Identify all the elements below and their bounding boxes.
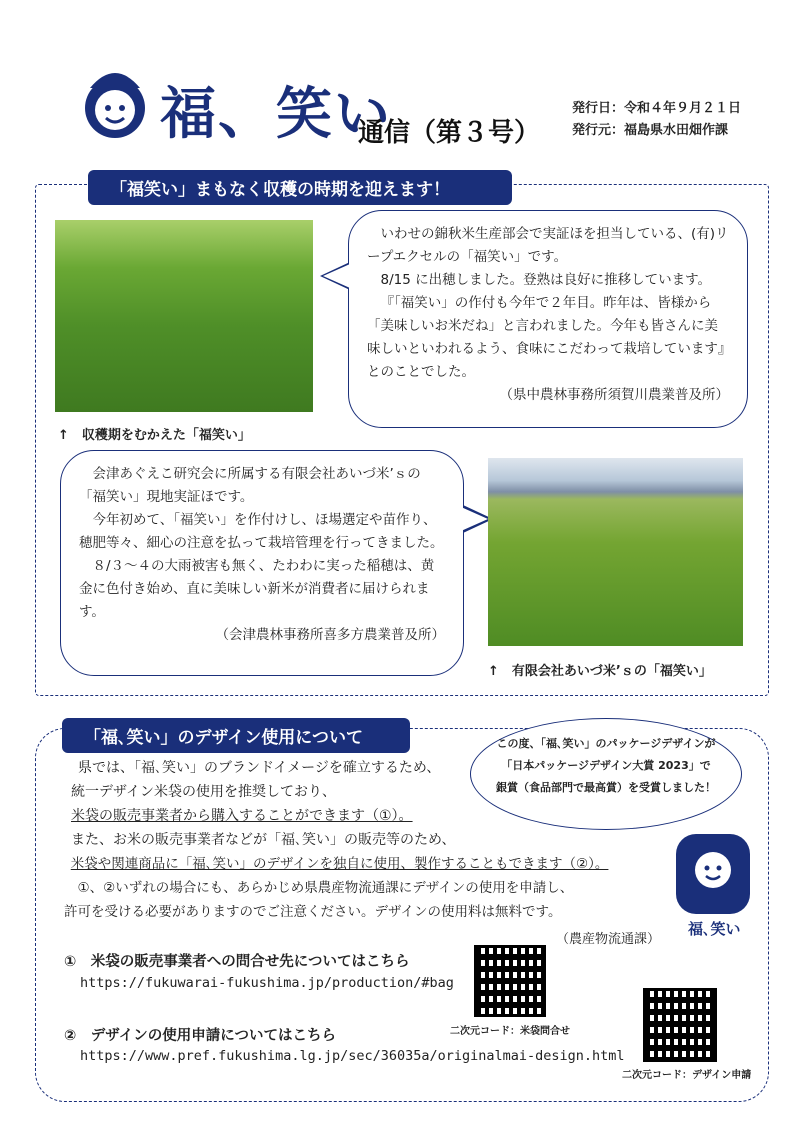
mascot-label: 福､笑い [688, 920, 741, 938]
newsletter-subtitle: 通信（第３号） [358, 118, 541, 148]
mascot-logo-icon [70, 58, 160, 148]
section2-source: （農産物流通課） [556, 932, 661, 947]
text-line-1: 県では、「福､笑い」のブランドイメージを確立するため、 [78, 760, 441, 776]
rice-field-photo-1 [55, 220, 313, 412]
bubble2-paragraph-2: 今年初めて、「福笑い」を作付けし、ほ場選定や苗作り、穂肥等々、細心の注意を払って栽培管理を行ってきました。 [79, 512, 444, 551]
photo2-caption: ↑ 有限会社あいづ米’ｓの「福笑い」 [488, 664, 712, 679]
text-line-7: 許可を受ける必要がありますのでご注意ください。デザインの使用料は無料です。 [64, 904, 562, 920]
text-line-6: ①、②いずれの場合にも、あらかじめ県農産物流通課にデザインの使用を申請し、 [77, 880, 574, 896]
award-line-1: この度、「福､笑い」のパッケージデザインが [496, 737, 716, 750]
bubble1-source: （県中農林事務所須賀川農業普及所） [499, 387, 729, 403]
award-line-3: 銀賞（食品部門で最高賞）を受賞しました！ [496, 781, 716, 794]
speech-bubble-1 [348, 210, 748, 428]
bubble1-paragraph-3: 『「福笑い」の作付も今年で２年目。昨年は、皆様から「美味しいお米だね」と言われました。今年も皆さんに美味しいといわれるよう、食味にこだわって栽培しています』とのことでした。 [367, 295, 725, 380]
text-line-2: 統一デザイン米袋の使用を推奨しており、 [71, 784, 337, 800]
qr2-label: 二次元コード：デザイン申請 [622, 1070, 752, 1081]
link1-url[interactable]: https://fukuwarai-fukushima.jp/production/#bag [80, 975, 454, 991]
rice-field-photo-2 [488, 458, 743, 646]
link1-title: ① 米袋の販売事業者への問合せ先についてはこちら [64, 954, 410, 970]
bubble1-paragraph-1: いわせの錦秋米生産部会で実証ほを担当している、(有)リープエクセルの「福笑い」です。 [367, 226, 729, 265]
photo1-caption: ↑ 収穫期をむかえた「福笑い」 [58, 428, 251, 443]
qr-code-design[interactable] [643, 988, 717, 1062]
bubble1-tail-inner [323, 264, 350, 288]
publisher: 発行元：福島県水田畑作課 [572, 123, 729, 138]
bubble2-paragraph-3: ８/３～４の大雨被害も無く、たわわに実った稲穂は、黄金に色付き始め、直に美味しい新米が消費者に届けられます。 [79, 558, 435, 620]
bubble2-paragraph-1: 会津あぐえこ研究会に所属する有限会社あいづ米’ｓの「福笑い」現地実証ほです。 [79, 466, 421, 505]
qr1-label: 二次元コード：米袋問合せ [450, 1026, 570, 1037]
logo-title: 福、笑い [160, 81, 392, 147]
issue-info [572, 98, 741, 142]
section1-banner: 「福笑い」まもなく収穫の時期を迎えます！ [88, 170, 512, 205]
section2-banner: 「福､笑い」のデザイン使用について [62, 718, 410, 753]
qr-code-bag[interactable] [474, 945, 546, 1017]
text-line-4: また、お米の販売事業者などが「福､笑い」の販売等のため、 [71, 832, 456, 848]
bubble2-source: （会津農林事務所喜多方農業普及所） [215, 627, 445, 643]
text-line-3: 米袋の販売事業者から購入することができます（①）。 [71, 808, 413, 824]
award-line-2: 「日本パッケージデザイン大賞 2023」で [501, 759, 711, 772]
design-usage-text [64, 756, 664, 924]
issue-date: 発行日：令和４年９月２１日 [572, 101, 742, 116]
link2-url[interactable]: https://www.pref.fukushima.lg.jp/sec/36035a/originalmai-design.html [80, 1048, 625, 1064]
text-line-5: 米袋や関連商品に「福､笑い」のデザインを独自に使用、製作することもできます（②）。 [70, 856, 609, 872]
link2-title: ② デザインの使用申請についてはこちら [64, 1028, 336, 1044]
bubble2-tail-inner [461, 507, 488, 531]
bubble1-paragraph-2: 8/15 に出穂しました。登熟は良好に推移しています。 [380, 272, 712, 288]
speech-bubble-2 [60, 450, 464, 676]
